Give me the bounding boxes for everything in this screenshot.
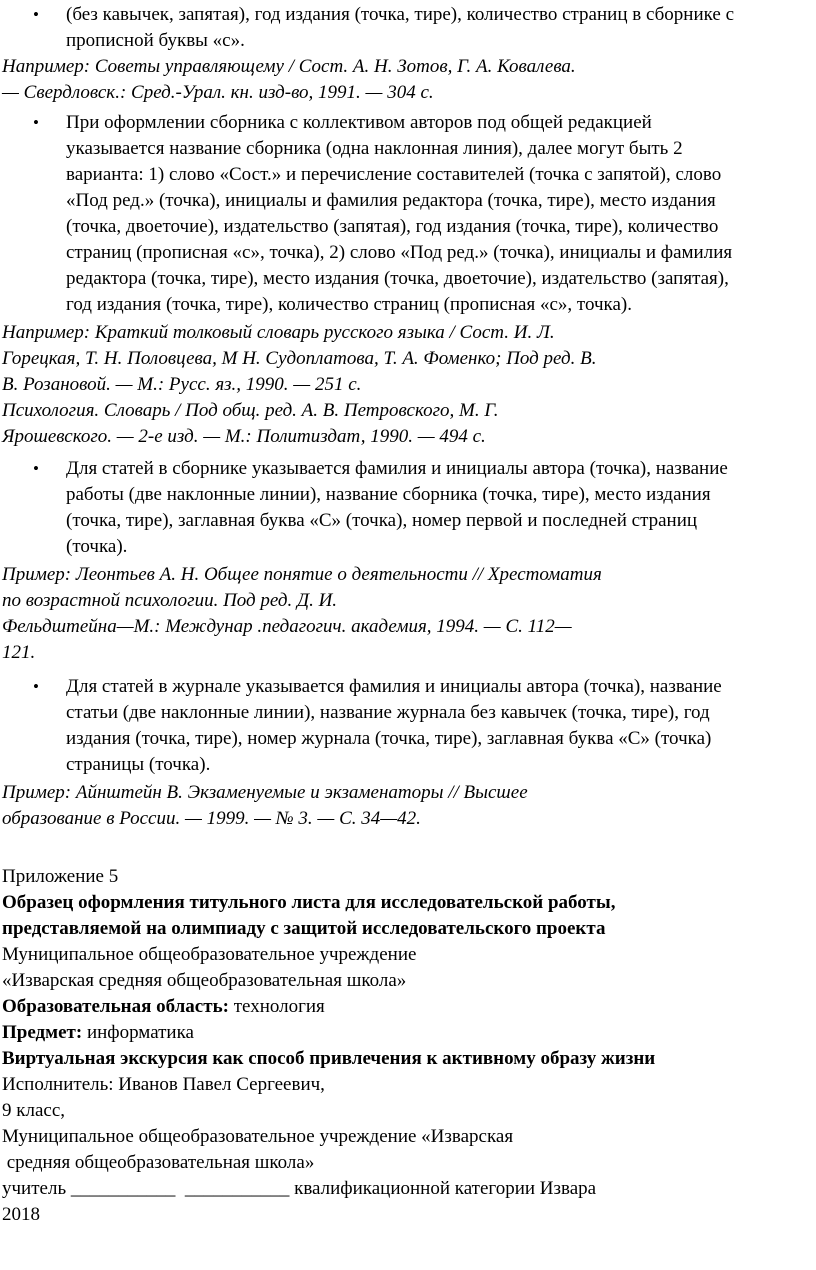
bullet-2-line-7: редактора (точка, тире), место издания (точка, двоеточие), издательство (запятая),	[66, 268, 729, 289]
bullet-marker: •	[33, 113, 39, 132]
institution-line-1: Муниципальное общеобразовательное учреждение	[2, 944, 417, 965]
bullet-marker: •	[33, 5, 39, 24]
bullet-1-line-1: (без кавычек, запятая), год издания (точка, тире), количество страниц в сборнике с	[66, 4, 734, 25]
author-line-5: учитель ___________ ___________ квалификационной категории Извара	[2, 1178, 597, 1199]
author-line-6: 2018	[2, 1204, 40, 1225]
bullet-4-line-4: страницы (точка).	[66, 754, 211, 775]
bullet-4-line-3: издания (точка, тире), номер журнала (точка, тире), заглавная буква «С» (точка)	[66, 728, 712, 749]
example-1-line-1: Например: Советы управляющему / Сост. А. Н. Зотов, Г. А. Ковалева.	[2, 56, 576, 77]
bullet-3-line-4: (точка).	[66, 536, 128, 557]
example-2-line-2: Горецкая, Т. Н. Половцева, М Н. Судоплатова, Т. А. Фоменко; Под ред. В.	[2, 348, 597, 369]
bullet-1-line-2: прописной буквы «с».	[66, 30, 245, 51]
bullet-marker: •	[33, 459, 39, 478]
example-2-line-1: Например: Краткий толковый словарь русского языка / Сост. И. Л.	[2, 322, 555, 343]
author-line-4: средняя общеобразовательная школа»	[2, 1152, 315, 1173]
bullet-4-line-1: Для статей в журнале указывается фамилия и инициалы автора (точка), название	[66, 676, 722, 697]
bullet-3-line-1: Для статей в сборнике указывается фамилия и инициалы автора (точка), название	[66, 458, 728, 479]
subject-value: информатика	[82, 1022, 194, 1043]
example-4-line-1: Пример: Айнштейн В. Экзаменуемые и экзаменаторы // Высшее	[2, 782, 528, 803]
field-row	[2, 994, 325, 1020]
bullet-3-line-3: (точка, тире), заглавная буква «С» (точка), номер первой и последней страниц	[66, 510, 698, 531]
example-3-line-3: Фельдштейна—М.: Междунар .педагогич. академия, 1994. — С. 112—	[2, 616, 572, 637]
bullet-2-line-3: варианта: 1) слово «Сост.» и перечисление составителей (точка с запятой), слово	[66, 164, 722, 185]
example-4-line-2: образование в России. — 1999. — № 3. — С. 34—42.	[2, 808, 421, 829]
bullet-2-line-2: указывается название сборника (одна наклонная линия), далее могут быть 2	[66, 138, 683, 159]
example-2-line-3: В. Розановой. — М.: Русс. яз., 1990. — 251 с.	[2, 374, 362, 395]
example-3-line-4: 121.	[2, 642, 36, 663]
bullet-2-line-4: «Под ред.» (точка), инициалы и фамилия редактора (точка, тире), место издания	[66, 190, 716, 211]
bullet-4-line-2: статьи (две наклонные линии), название журнала без кавычек (точка, тире), год	[66, 702, 710, 723]
subject-row	[2, 1020, 194, 1046]
bullet-3-line-2: работы (две наклонные линии), название сборника (точка, тире), место издания	[66, 484, 711, 505]
example-3-line-1: Пример: Леонтьев А. Н. Общее понятие о деятельности // Хрестоматия	[2, 564, 602, 585]
field-label: Образовательная область:	[2, 996, 229, 1017]
appendix-heading-line-2: представляемой на олимпиаду с защитой исследовательского проекта	[2, 918, 606, 939]
appendix-heading-line-1: Образец оформления титульного листа для исследовательской работы,	[2, 892, 616, 913]
bullet-2-line-5: (точка, двоеточие), издательство (запятая), год издания (точка, тире), количество	[66, 216, 719, 237]
bullet-2-line-8: год издания (точка, тире), количество страниц (прописная «с», точка).	[66, 294, 632, 315]
institution-line-2: «Изварская средняя общеобразовательная школа»	[2, 970, 407, 991]
subject-label: Предмет:	[2, 1022, 83, 1043]
example-2-line-5: Ярошевского. — 2-е изд. — М.: Политиздат, 1990. — 494 с.	[2, 426, 486, 447]
field-value: технология	[228, 996, 325, 1017]
bullet-2-line-6: страниц (прописная «с», точка), 2) слово «Под ред.» (точка), инициалы и фамилия	[66, 242, 733, 263]
bullet-2-line-1: При оформлении сборника с коллективом авторов под общей редакцией	[66, 112, 652, 133]
author-line-2: 9 класс,	[2, 1100, 66, 1121]
bullet-marker: •	[33, 677, 39, 696]
example-3-line-2: по возрастной психологии. Под ред. Д. И.	[2, 590, 338, 611]
example-1-line-2: — Свердловск.: Сред.-Урал. кн. изд-во, 1991. — 304 с.	[2, 82, 434, 103]
author-line-3: Муниципальное общеобразовательное учреждение «Изварская	[2, 1126, 514, 1147]
author-line-1: Исполнитель: Иванов Павел Сергеевич,	[2, 1074, 325, 1095]
appendix-label: Приложение 5	[2, 866, 119, 887]
research-topic: Виртуальная экскурсия как способ привлечения к активному образу жизни	[2, 1048, 656, 1069]
example-2-line-4: Психология. Словарь / Под общ. ред. А. В. Петровского, М. Г.	[2, 400, 499, 421]
